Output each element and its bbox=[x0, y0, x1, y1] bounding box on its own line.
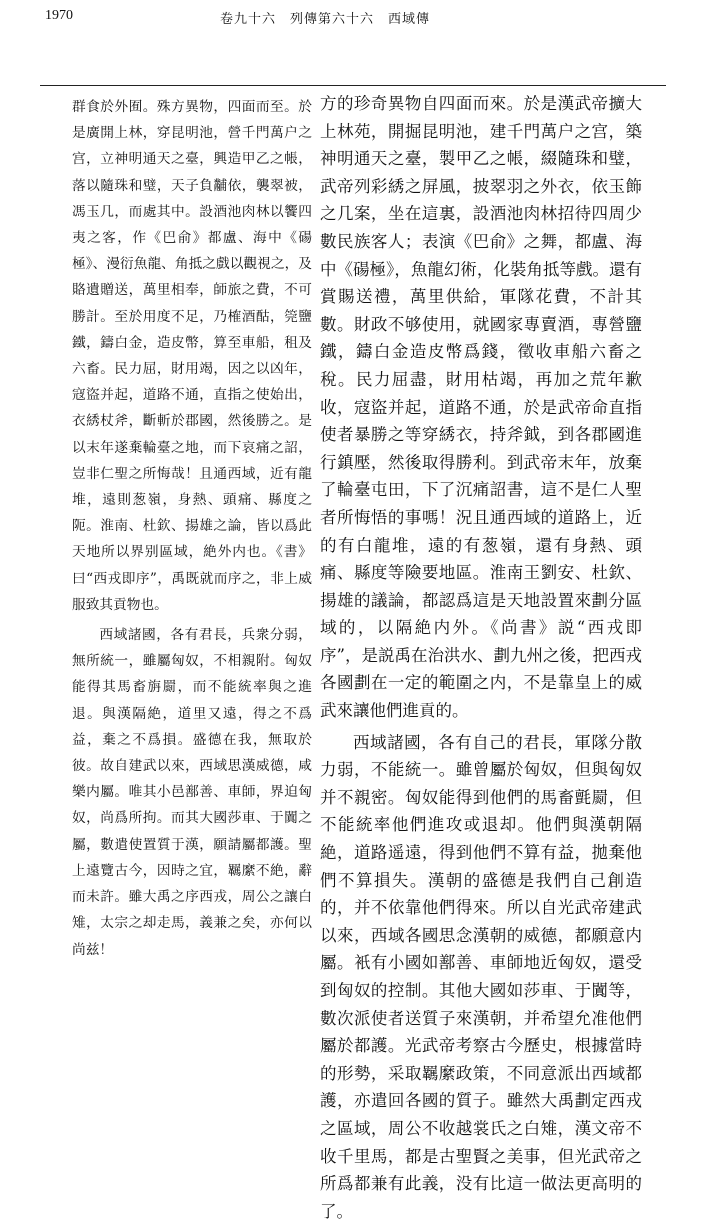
classical-paragraph-2: 西域諸國，各有君長，兵衆分弱，無所統一，雖屬匈奴，不相親附。匈奴能得其馬畜旃罽，而不能統率與之進退。與漢隔絶，道里又遠，得之不爲益，棄之不爲損。盛德在我，無取於彼。故自建武以來，西域思漢威德，咸樂内屬。唯其小邑鄯善、車師，界迫匈奴，尚爲所拘。而其大國莎車、于闐之屬，數遣使置質于漢，願請屬都護。聖上遠覽古今，因時之宜，羈縻不絶，辭而未許。雖大禹之序西戎，周公之讓白雉，太宗之却走馬，義兼之矣，亦何以尚兹！ bbox=[72, 627, 312, 958]
page-header bbox=[30, 56, 686, 84]
translation-text-column bbox=[320, 90, 642, 1225]
running-head: 卷九十六 列傳第六十六 西域傳 bbox=[220, 12, 431, 27]
translation-paragraph-1: 方的珍奇異物自四面而來。於是漢武帝擴大上林苑，開掘昆明池，建千門萬户之宫，築神明通天之臺，製甲乙之帳，綴隨珠和璧，武帝列彩綉之屏風，披翠羽之外衣，依玉飾之几案，坐在這裏，設酒池肉林招待四周少數民族客人；表演《巴俞》之舞，都盧、海中《碭極》，魚龍幻術，化裝角抵等戲。還有賞賜送禮，萬里供給，軍隊花費，不計其數。財政不够使用，就國家專賣酒，專營鹽鐵，鑄白金造皮幣爲錢，徵收車船六畜之稅。民力屈盡，財用枯竭，再加之荒年歉收，寇盜并起，道路不通，於是武帝命直指使者暴勝之等穿綉衣，持斧鉞，到各郡國進行鎮壓，然後取得勝利。到武帝末年，放棄了輪臺屯田，下了沉痛詔書，這不是仁人聖者所悔悟的事嗎！況且通西域的道路上，近的有白龍堆，遠的有葱嶺，還有身熱、頭痛、縣度等險要地區。淮南王劉安、杜欽、揚雄的議論，都認爲這是天地設置來劃分區域的，以隔絶内外。《尚書》説“西戎即序”，是説禹在治洪水、劃九州之後，把西戎各國劃在一定的範圍之内，不是靠皇上的威武來讓他們進貢的。 bbox=[320, 94, 642, 721]
page-number: 1970 bbox=[45, 8, 73, 23]
header-rule bbox=[40, 85, 666, 86]
classical-paragraph-1: 群食於外囿。殊方異物，四面而至。於是廣開上林，穿昆明池，營千門萬户之宫，立神明通天之臺，興造甲乙之帳，落以隨珠和璧，天子負黼依，襲翠被，馮玉几，而處其中。設酒池肉林以饗四夷之客，作《巴俞》都盧、海中《碭極》、漫衍魚龍、角抵之戲以觀視之，及賂遺贈送，萬里相奉，師旅之費，不可勝計。至於用度不足，乃榷酒酤，筦鹽鐵，鑄白金，造皮幣，算至車船，租及六畜。民力屈，財用竭，因之以凶年，寇盜并起，道路不通，直指之使始出，衣綉杖斧，斷斬於郡國，然後勝之。是以末年遂棄輪臺之地，而下哀痛之詔，豈非仁聖之所悔哉！且通西域，近有龍堆，遠則葱嶺，身熱、頭痛、縣度之阨。淮南、杜欽、揚雄之論，皆以爲此天地所以界别區域，絶外内也。《書》曰“西戎即序”，禹既就而序之，非上威服致其貢物也。 bbox=[72, 99, 312, 613]
classical-text-column bbox=[72, 94, 312, 963]
translation-paragraph-2: 西域諸國，各有自己的君長，軍隊分散力弱，不能統一。雖曾屬於匈奴，但與匈奴并不親密。匈奴能得到他們的馬畜氈罽，但不能統率他們進攻或退却。他們與漢朝隔絶，道路遥遠，得到他們不算有益，拋棄他們不算損失。漢朝的盛德是我們自己創造的，并不依靠他們得來。所以自光武帝建武以來，西域各國思念漢朝的威德，都願意内屬。衹有小國如鄯善、車師地近匈奴，還受到匈奴的控制。其他大國如莎車、于闐等，數次派使者送質子來漢朝，并希望允准他們屬於都護。光武帝考察古今歷史，根據當時的形勢，采取羈縻政策，不同意派出西域都護，亦遣回各國的質子。雖然大禹劃定西戎之區域，周公不收越裳氏之白雉，漢文帝不收千里馬，都是古聖賢之美事，但光武帝之所爲都兼有此義，没有比這一做法更高明的了。 bbox=[320, 732, 642, 1221]
